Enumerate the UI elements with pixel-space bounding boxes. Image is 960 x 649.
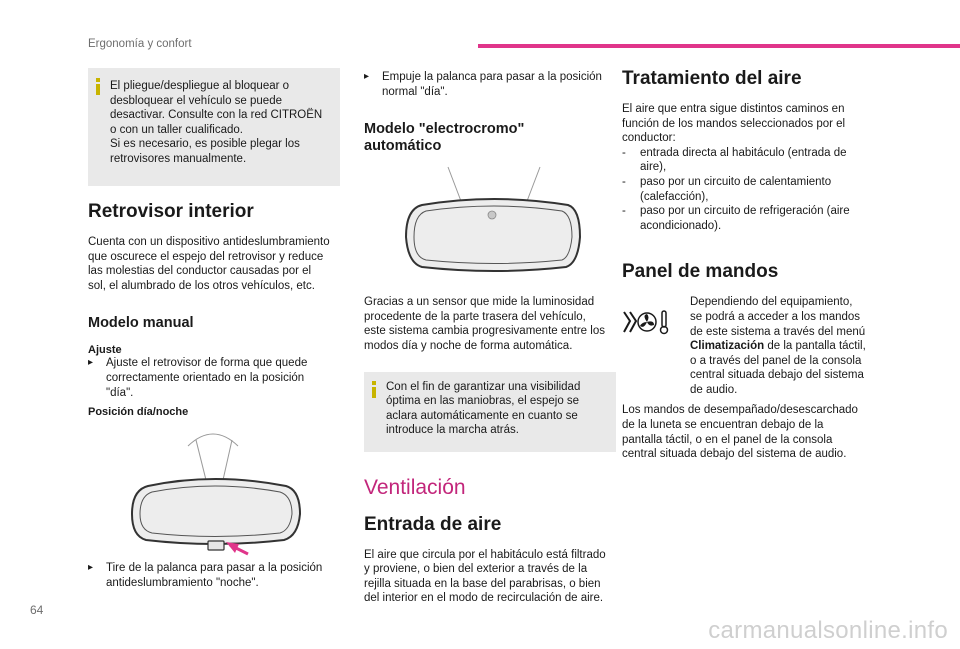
text-line: central situada debajo del sistema	[690, 369, 864, 382]
text-line: correctamente orientado en la posición	[106, 371, 305, 384]
heading-ventilacion: Ventilación	[364, 475, 466, 499]
text-line: de la luneta se encuentran debajo de la	[622, 418, 824, 431]
text-line: acondicionado).	[640, 219, 722, 232]
text-line: de audio.	[690, 383, 738, 396]
text-line: Ajuste el retrovisor de forma que quede	[106, 357, 308, 370]
list-item: - paso por un circuito de calentamiento (calefacción),	[622, 175, 884, 204]
climate-icon	[622, 309, 670, 335]
text-fragment: de la pantalla táctil,	[764, 340, 866, 353]
bullet-tire	[88, 561, 340, 590]
note-line: o con un taller cualificado.	[110, 123, 243, 136]
text-line: que oscurece el espejo del retrovisor y reduce	[88, 250, 324, 263]
heading-retrovisor-interior: Retrovisor interior	[88, 201, 254, 222]
text-line: normal "día".	[382, 85, 448, 98]
heading-modelo-electrocromo	[364, 121, 616, 155]
text-line	[690, 339, 884, 354]
text-line: Empuje la palanca para pasar a la posición	[382, 71, 602, 83]
text-line: sol, el alumbrado de los otros vehículos, etc.	[88, 279, 315, 292]
text-line: procedente de la parte trasera del vehículo,	[364, 310, 586, 323]
info-note-fold	[88, 68, 340, 186]
desempanado-paragraph	[622, 403, 884, 461]
text-line: El aire que circula por el habitáculo está filtrado	[364, 548, 606, 561]
arrow-bullet-icon: ▸	[364, 71, 370, 82]
note-line: desbloquear el vehículo se puede	[110, 94, 282, 107]
text-line: modos día y noche de forma automática.	[364, 339, 573, 352]
entrada-paragraph	[364, 548, 616, 606]
section-label: Ergonomía y confort	[88, 38, 192, 50]
text-line: paso por un circuito de calentamiento	[640, 175, 832, 188]
column-2	[364, 68, 616, 606]
bullet-ajuste	[88, 356, 340, 400]
text-line: Tire de la palanca para pasar a la posición	[106, 562, 323, 575]
note-line: óptima en las maniobras, el espejo se	[386, 395, 580, 408]
note-line: desactivar. Consulte con la red CITROËN	[110, 109, 323, 122]
note-line: Con el fin de garantizar una visibilidad	[386, 380, 581, 393]
text-line: rejilla situada en la base del parabrisas, o bien	[364, 577, 601, 590]
label-posicion-dia-noche: Posición día/noche	[88, 406, 189, 419]
info-note-reverse	[364, 372, 616, 452]
text-line: "día".	[106, 386, 134, 399]
heading-modelo-manual: Modelo manual	[88, 315, 194, 332]
list-item: - entrada directa al habitáculo (entrada de aire),	[622, 146, 884, 175]
note-line: Si es necesario, es posible plegar los	[110, 138, 300, 151]
text-line: de este sistema a través del menú	[690, 325, 866, 338]
electrochrome-mirror-illustration	[364, 159, 616, 289]
text-line: pantalla táctil, o en el panel de la consola	[622, 433, 833, 446]
label-ajuste: Ajuste	[88, 344, 122, 357]
text-line: del interior en el modo de recirculación de aire.	[364, 592, 604, 605]
text-line: antideslumbramiento "noche".	[106, 576, 259, 589]
intro-paragraph	[88, 235, 340, 293]
column-3	[622, 68, 884, 462]
text-line: entrada directa al habitáculo (entrada de	[640, 146, 847, 159]
text-line: conductor:	[622, 132, 676, 145]
text-line: Cuenta con un dispositivo antideslumbramiento	[88, 236, 330, 248]
text-line: Gracias a un sensor que mide la luminosidad	[364, 296, 595, 309]
menu-name: Climatización	[690, 340, 765, 353]
header-accent-bar	[478, 44, 960, 48]
tratamiento-intro	[622, 102, 884, 146]
info-icon	[96, 78, 100, 95]
text-line: función de los mandos seleccionados por el	[622, 117, 846, 130]
text-line: este sistema cambia progresivamente entre los	[364, 325, 605, 338]
sensor-paragraph	[364, 295, 616, 353]
text-line: o a través del panel de la consola	[690, 354, 862, 367]
text-line: El aire que entra sigue distintos caminos en	[622, 103, 845, 115]
heading-panel-de-mandos: Panel de mandos	[622, 261, 779, 283]
text-line: (calefacción),	[640, 190, 709, 203]
page-number: 64	[30, 603, 44, 617]
arrow-bullet-icon: ▸	[88, 562, 94, 574]
note-line: retrovisores manualmente.	[110, 152, 247, 165]
text-line: se podrá a acceder a los mandos	[690, 310, 861, 323]
info-icon	[372, 381, 376, 398]
heading-entrada-de-aire: Entrada de aire	[364, 513, 502, 535]
text-line: y proviene, o bien del exterior a través de la	[364, 563, 588, 576]
manual-mirror-illustration	[88, 424, 340, 559]
text-line: Los mandos de desempañado/desescarchado	[622, 404, 858, 417]
text-line: las molestias del conductor causadas por el	[88, 265, 312, 278]
note-line: introduce la marcha atrás.	[386, 424, 519, 437]
text-line: paso por un circuito de refrigeración (aire	[640, 205, 850, 218]
heading-line: Modelo "electrocromo"	[364, 121, 525, 138]
panel-paragraph	[690, 295, 884, 397]
list-item: - paso por un circuito de refrigeración (aire acondicionado).	[622, 204, 884, 233]
watermark: carmanualsonline.info	[708, 617, 948, 644]
heading-line: automático	[364, 138, 442, 155]
bullet-empuje	[364, 70, 616, 99]
text-line: Dependiendo del equipamiento,	[690, 296, 853, 309]
note-line: aclara automáticamente en cuanto se	[386, 409, 578, 422]
panel-block	[622, 295, 884, 395]
note-line: El pliegue/despliegue al bloquear o	[110, 80, 290, 92]
text-line: aire),	[640, 161, 667, 174]
column-1	[88, 68, 340, 590]
text-line: central situada debajo del sistema de audio.	[622, 448, 847, 461]
arrow-bullet-icon: ▸	[88, 357, 94, 369]
heading-tratamiento-del-aire: Tratamiento del aire	[622, 68, 802, 89]
